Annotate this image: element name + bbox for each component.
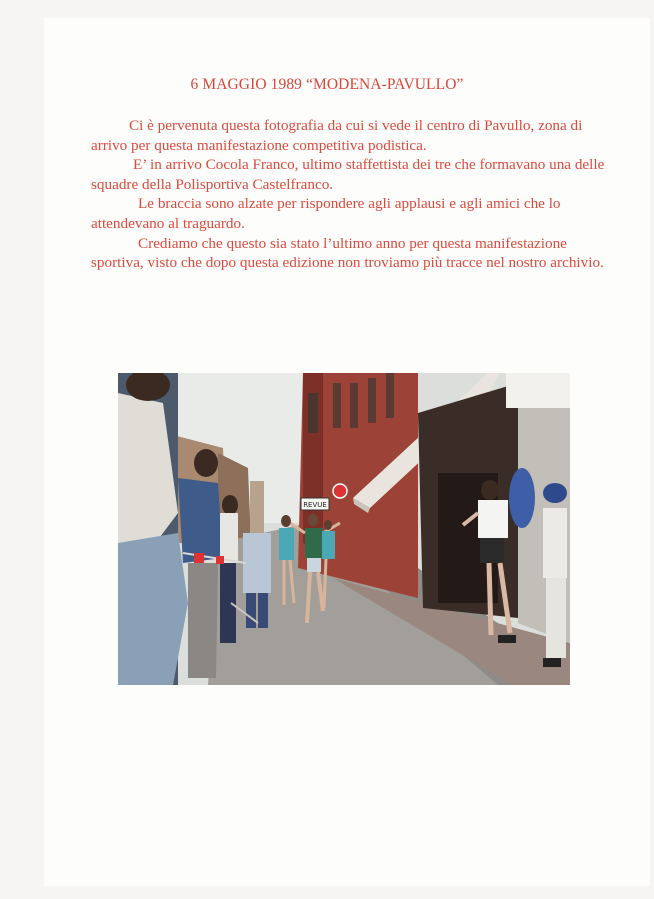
paragraph: Crediamo che questo sia stato l’ultimo anno per questa manifestazione sportiva, visto che dopo questa edizione non troviamo più tracce nel nostro archivio. xyxy=(91,234,604,272)
document-body xyxy=(91,116,611,273)
race-photograph xyxy=(118,373,570,685)
shop-sign: REVUE xyxy=(303,501,327,509)
paragraph: E’ in arrivo Cocola Franco, ultimo staffettista dei tre che formavano una delle squadre della Polisportiva Castelfranco. xyxy=(91,156,605,193)
paragraph: Ci è pervenuta questa fotografia da cui si vede il centro di Pavullo, zona di arrivo per questa manifestazione competitiva podistica. xyxy=(91,117,583,154)
page-title: 6 MAGGIO 1989 “MODENA-PAVULLO” xyxy=(190,76,464,93)
paragraph: Le braccia sono alzate per rispondere agli applausi e agli amici che lo attendevano al traguardo. xyxy=(91,195,561,232)
